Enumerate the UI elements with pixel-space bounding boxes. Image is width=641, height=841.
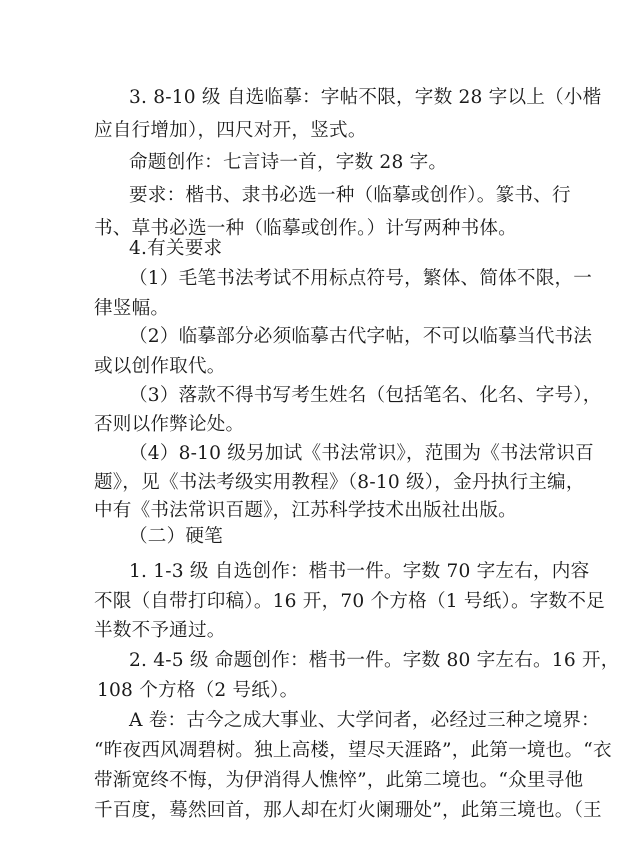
text-line: 或以创作取代。: [94, 356, 226, 377]
text-line: 千百度，蓦然回首，那人却在灯火阑珊处”，此第三境也。（王: [94, 800, 602, 821]
list-item: 2. 4-5 级 命题创作：楷书一件。字数 80 字左右。16 开，: [129, 650, 620, 671]
text-line: 题》，见《书法考级实用教程》（8-10 级），金丹执行主编，: [94, 472, 585, 493]
text-line: 要求：楷书、隶书必选一种（临摹或创作）。篆书、行: [129, 185, 571, 206]
text-line: 不限（自带打印稿）。16 开，70 个方格（1 号纸）。字数不足: [94, 591, 605, 612]
text-line: 带渐宽终不悔，为伊消得人憔悴”，此第二境也。“众里寻他: [94, 770, 584, 791]
text-line: 否则以作弊论处。: [94, 414, 245, 435]
text-line: 应自行增加），四尺对开，竖式。: [94, 120, 367, 141]
section-heading: 4.有关要求: [129, 238, 223, 259]
text-line: 半数不予通过。: [94, 620, 226, 641]
text-line: 书、草书必选一种（临摹或创作。）计写两种书体。: [94, 218, 517, 239]
section-heading: （二）硬笔: [129, 526, 223, 547]
text-line: 3. 8-10 级 自选临摹：字帖不限，字数 28 字以上（小楷: [129, 87, 602, 108]
text-line: A 卷：古今之成大事业、大学问者，必经过三种之境界：: [129, 710, 600, 731]
list-item: （3）落款不得书写考生姓名（包括笔名、化名、字号），: [129, 385, 602, 406]
text-line: 108 个方格（2 号纸）。: [97, 680, 299, 701]
text-line: 命题创作：七言诗一首，字数 28 字。: [129, 152, 448, 173]
list-item: （4）8-10 级另加试《书法常识》，范围为《书法常识百: [129, 443, 594, 464]
text-line: 中有《书法常识百题》，江苏科学技术出版社出版。: [94, 500, 517, 521]
list-item: （2）临摹部分必须临摹古代字帖，不可以临摹当代书法: [129, 326, 593, 347]
list-item: （1）毛笔书法考试不用标点符号，繁体、简体不限，一: [129, 268, 593, 289]
list-item: 1. 1-3 级 自选创作：楷书一件。字数 70 字左右，内容: [129, 561, 590, 582]
text-line: 律竖幅。: [94, 298, 170, 319]
text-line: “昨夜西风凋碧树。独上高楼，望尽天涯路”，此第一境也。“衣: [94, 740, 612, 761]
